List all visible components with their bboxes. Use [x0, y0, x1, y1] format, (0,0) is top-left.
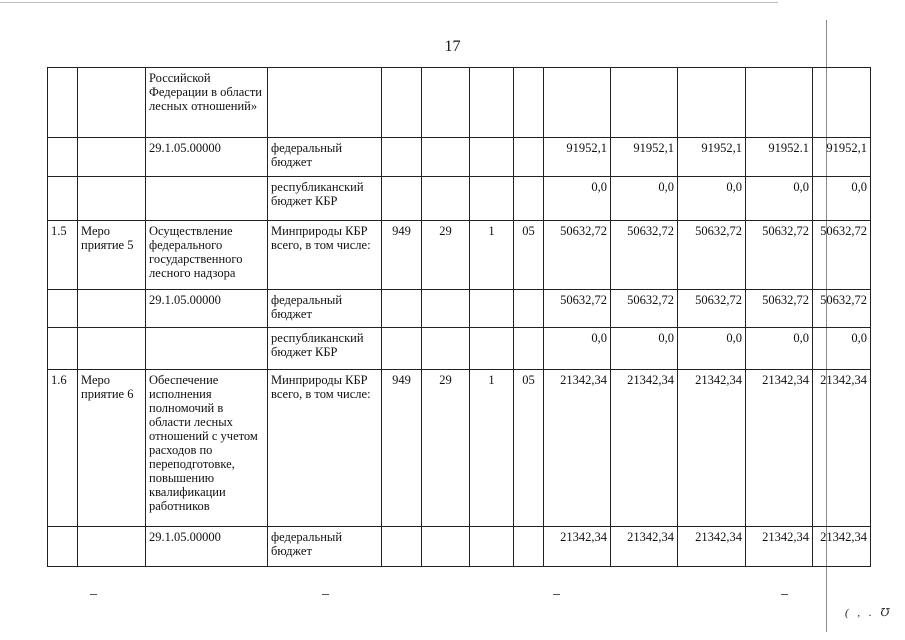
cell-rz [422, 527, 470, 567]
cell-value [678, 68, 746, 138]
cell-value: 0,0 [611, 177, 678, 221]
cell-event [78, 177, 146, 221]
table-row [48, 527, 871, 567]
cell-csr: 05 [514, 370, 544, 527]
cell-value: 0,0 [678, 328, 746, 370]
cell-value [746, 68, 813, 138]
cell-value: 50632,72 [611, 290, 678, 328]
cell-value: 21342,34 [678, 370, 746, 527]
top-rule [0, 2, 778, 3]
cell-csr [514, 527, 544, 567]
cell-value: 50632,72 [746, 290, 813, 328]
table-row [48, 370, 871, 527]
cell-num [48, 527, 78, 567]
cell-source: Минприроды КБР всего, в том числе: [268, 221, 382, 290]
cell-grbs: 949 [382, 370, 422, 527]
cell-value: 21342,34 [544, 527, 611, 567]
cell-num [48, 177, 78, 221]
page-number: 17 [444, 38, 461, 55]
cell-event [78, 527, 146, 567]
budget-table [47, 67, 871, 567]
cell-value: 50632,72 [678, 290, 746, 328]
cell-pr: 1 [470, 221, 514, 290]
cell-rz [422, 138, 470, 177]
cell-pr [470, 290, 514, 328]
cell-source: федеральный бюджет [268, 527, 382, 567]
cell-num [48, 68, 78, 138]
cell-grbs [382, 290, 422, 328]
cell-value [544, 68, 611, 138]
cell-value: 50632,72 [746, 221, 813, 290]
cell-num: 1.5 [48, 221, 78, 290]
cell-rz: 29 [422, 221, 470, 290]
cell-grbs [382, 527, 422, 567]
cell-pr [470, 328, 514, 370]
table-row [48, 290, 871, 328]
cell-grbs [382, 68, 422, 138]
cell-value: 21342,34 [813, 527, 871, 567]
cell-rz [422, 177, 470, 221]
cell-value: 91952,1 [813, 138, 871, 177]
cell-pr [470, 138, 514, 177]
cell-source: Минприроды КБР всего, в том числе: [268, 370, 382, 527]
cell-value: 0,0 [544, 328, 611, 370]
cell-value: 0,0 [813, 177, 871, 221]
footer-dash [322, 594, 329, 595]
cell-rz [422, 290, 470, 328]
cell-grbs: 949 [382, 221, 422, 290]
cell-value [611, 68, 678, 138]
cell-num [48, 290, 78, 328]
cell-pr [470, 527, 514, 567]
cell-num [48, 138, 78, 177]
cell-value: 91952,1 [678, 138, 746, 177]
cell-pr [470, 68, 514, 138]
cell-description: Обеспечение исполнения полномочий в области лесных отношений с учетом расходов по переподготовке, повышению квалификации работников [146, 370, 268, 527]
cell-source: республиканский бюджет КБР [268, 177, 382, 221]
footer-dash [553, 594, 560, 595]
cell-event [78, 68, 146, 138]
cell-value: 50632,72 [813, 290, 871, 328]
cell-pr: 1 [470, 370, 514, 527]
cell-description [146, 328, 268, 370]
cell-value: 21342,34 [813, 370, 871, 527]
cell-value: 21342,34 [678, 527, 746, 567]
cell-value: 0,0 [746, 328, 813, 370]
cell-value: 50632,72 [544, 290, 611, 328]
cell-csr [514, 290, 544, 328]
cell-description: 29.1.05.00000 [146, 290, 268, 328]
cell-value: 50632,72 [611, 221, 678, 290]
cell-value: 0,0 [813, 328, 871, 370]
cell-rz [422, 328, 470, 370]
cell-grbs [382, 138, 422, 177]
cell-value: 50632,72 [544, 221, 611, 290]
cell-event [78, 328, 146, 370]
cell-event: Меро приятие 6 [78, 370, 146, 527]
cell-value: 91952,1 [544, 138, 611, 177]
cell-csr [514, 177, 544, 221]
cell-event [78, 290, 146, 328]
cell-value: 0,0 [611, 328, 678, 370]
cell-rz: 29 [422, 370, 470, 527]
cell-csr [514, 328, 544, 370]
cell-csr: 05 [514, 221, 544, 290]
table-row [48, 177, 871, 221]
cell-csr [514, 138, 544, 177]
cell-description [146, 177, 268, 221]
cell-value: 0,0 [746, 177, 813, 221]
cell-source [268, 68, 382, 138]
cell-value: 0,0 [678, 177, 746, 221]
cell-description: 29.1.05.00000 [146, 527, 268, 567]
cell-value: 50632,72 [813, 221, 871, 290]
cell-num: 1.6 [48, 370, 78, 527]
cell-description: Российской Федерации в области лесных отношений» [146, 68, 268, 138]
cell-value: 0,0 [544, 177, 611, 221]
cell-value: 50632,72 [678, 221, 746, 290]
table-row [48, 328, 871, 370]
table-row [48, 221, 871, 290]
cell-grbs [382, 177, 422, 221]
table-row [48, 68, 871, 138]
cell-value: 21342,34 [746, 370, 813, 527]
cell-value: 21342,34 [611, 370, 678, 527]
corner-mark: ( , . ℧ [845, 607, 893, 619]
cell-event [78, 138, 146, 177]
table-row [48, 138, 871, 177]
cell-description: 29.1.05.00000 [146, 138, 268, 177]
cell-value: 21342,34 [746, 527, 813, 567]
cell-value [813, 68, 871, 138]
cell-num [48, 328, 78, 370]
cell-csr [514, 68, 544, 138]
footer-dash [90, 594, 97, 595]
cell-description: Осуществление федерального государственного лесного надзора [146, 221, 268, 290]
footer-dash [781, 594, 788, 595]
cell-value: 91952,1 [611, 138, 678, 177]
cell-source: федеральный бюджет [268, 290, 382, 328]
cell-grbs [382, 328, 422, 370]
cell-pr [470, 177, 514, 221]
cell-source: республиканский бюджет КБР [268, 328, 382, 370]
cell-source: федеральный бюджет [268, 138, 382, 177]
cell-value: 21342,34 [611, 527, 678, 567]
cell-value: 91952.1 [746, 138, 813, 177]
cell-value: 21342,34 [544, 370, 611, 527]
cell-event: Меро приятие 5 [78, 221, 146, 290]
cell-rz [422, 68, 470, 138]
